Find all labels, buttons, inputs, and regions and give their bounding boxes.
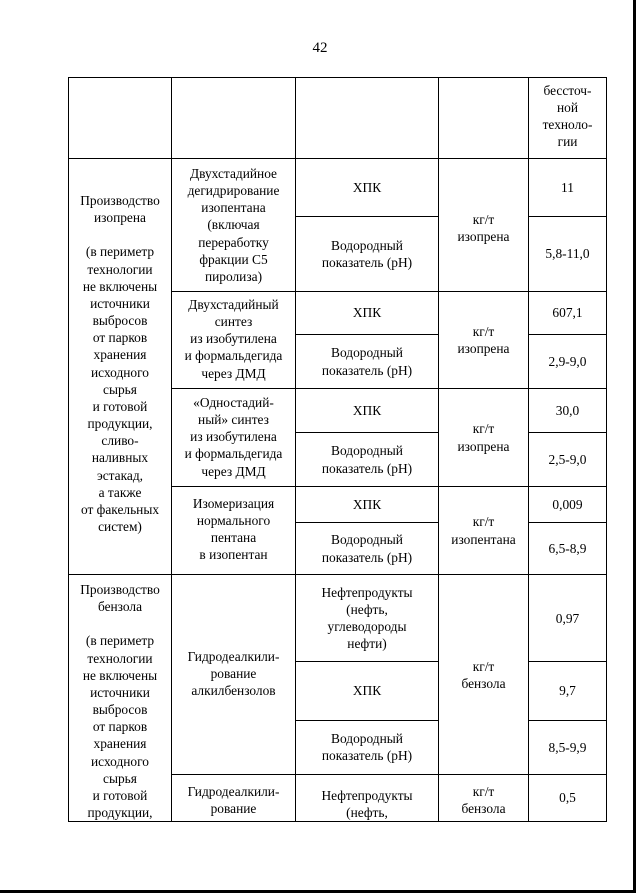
value-cell: 607,1 bbox=[529, 292, 607, 335]
process-cell: Двухстадийный синтез из изобутилена и формальдегида через ДМД bbox=[172, 292, 296, 389]
value-cell: 9,7 bbox=[529, 662, 607, 720]
table-header-row bbox=[69, 78, 607, 159]
process-cell: Двухстадийное дегидрирование изопентана (включая переработку фракции С5 пиролиза) bbox=[172, 159, 296, 292]
unit-cell: кг/т бензола bbox=[439, 575, 529, 775]
indicator-cell: ХПК bbox=[296, 389, 439, 433]
indicator-cell: Нефтепродукты (нефть, углеводороды нефти) bbox=[296, 575, 439, 662]
value-cell: 2,9-9,0 bbox=[529, 335, 607, 389]
indicator-cell: ХПК bbox=[296, 292, 439, 335]
value-cell: 6,5-8,9 bbox=[529, 523, 607, 575]
indicator-cell: Водородный показатель (рН) bbox=[296, 720, 439, 774]
process-cell: «Одностадий- ный» синтез из изобутилена и формальдегида через ДМД bbox=[172, 389, 296, 487]
indicator-cell: ХПК bbox=[296, 159, 439, 217]
header-cell-unit bbox=[439, 78, 529, 159]
value-cell: 2,5-9,0 bbox=[529, 433, 607, 487]
value-cell: 8,5-9,9 bbox=[529, 720, 607, 774]
indicator-cell: ХПК bbox=[296, 662, 439, 720]
table-row bbox=[69, 159, 607, 217]
indicator-cell: Водородный показатель (рН) bbox=[296, 335, 439, 389]
unit-cell: кг/т бензола bbox=[439, 774, 529, 822]
header-cell-technology: бессточ- ной техноло- гии bbox=[529, 78, 607, 159]
process-cell: Гидродеалкили- рование алкилбензолов bbox=[172, 575, 296, 775]
page-number: 42 bbox=[312, 40, 328, 56]
indicator-cell: ХПК bbox=[296, 487, 439, 523]
unit-cell: кг/т изопрена bbox=[439, 292, 529, 389]
indicator-cell: Водородный показатель (рН) bbox=[296, 217, 439, 292]
process-cell: Гидродеалкили- рование bbox=[172, 774, 296, 822]
table-row bbox=[69, 575, 607, 662]
value-cell: 30,0 bbox=[529, 389, 607, 433]
unit-cell: кг/т изопентана bbox=[439, 487, 529, 575]
value-cell: 0,5 bbox=[529, 774, 607, 822]
production-isoprene-cell: Производство изопрена (в периметр технологии не включены источники выбросов от парков хранения исходного сырья и готовой продукции, сливо- наливных эстакад, а также от факельных систем) bbox=[69, 159, 172, 575]
header-cell-production bbox=[69, 78, 172, 159]
value-cell: 0,009 bbox=[529, 487, 607, 523]
value-cell: 11 bbox=[529, 159, 607, 217]
unit-cell: кг/т изопрена bbox=[439, 389, 529, 487]
indicator-cell: Нефтепродукты (нефть, bbox=[296, 774, 439, 822]
production-benzene-cell: Производство бензола (в периметр технологии не включены источники выбросов от парков хранения исходного сырья и готовой продукции, bbox=[69, 575, 172, 822]
header-cell-indicator bbox=[296, 78, 439, 159]
indicator-cell: Водородный показатель (рН) bbox=[296, 523, 439, 575]
value-cell: 5,8-11,0 bbox=[529, 217, 607, 292]
indicator-cell: Водородный показатель (рН) bbox=[296, 433, 439, 487]
data-table bbox=[68, 77, 607, 822]
unit-cell: кг/т изопрена bbox=[439, 159, 529, 292]
value-cell: 0,97 bbox=[529, 575, 607, 662]
process-cell: Изомеризация нормального пентана в изопентан bbox=[172, 487, 296, 575]
header-cell-process bbox=[172, 78, 296, 159]
